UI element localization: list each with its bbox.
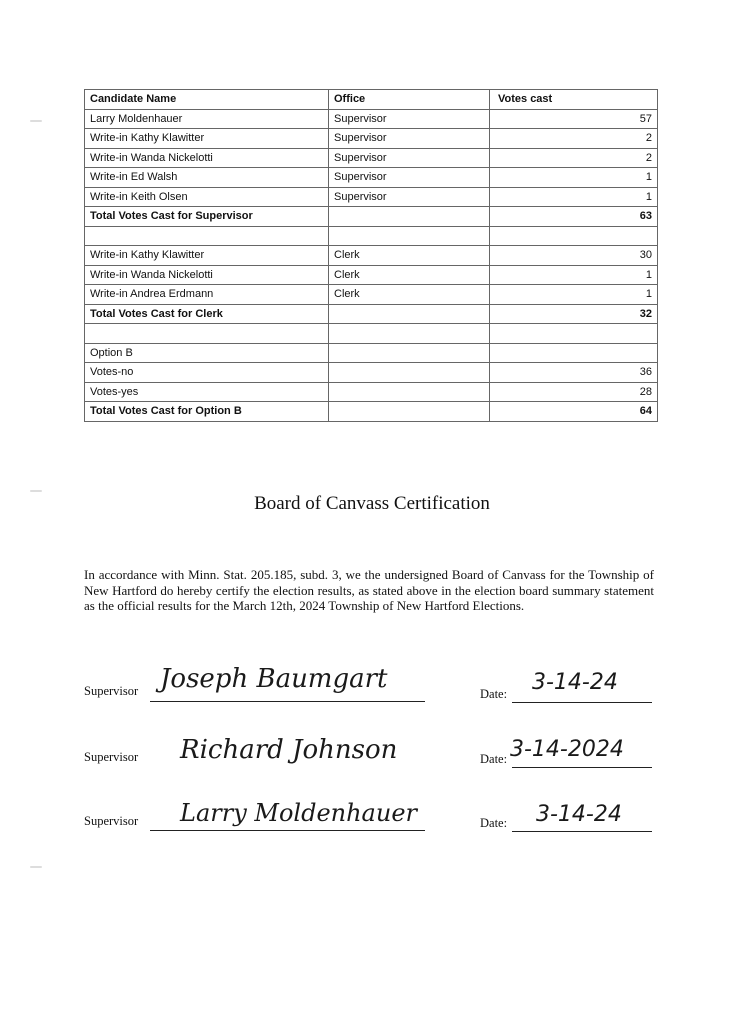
cell-votes: 32 xyxy=(490,304,658,324)
cell-office xyxy=(329,226,490,246)
cell-votes: 2 xyxy=(490,129,658,149)
signature-label: Supervisor xyxy=(84,684,139,698)
column-header-office: Office xyxy=(329,90,490,110)
margin-mark xyxy=(30,490,42,492)
cell-votes xyxy=(490,343,658,363)
cell-candidate: Write-in Andrea Erdmann xyxy=(85,285,329,305)
cell-office: Supervisor xyxy=(329,109,490,129)
cell-office xyxy=(329,304,490,324)
date-label: Date: xyxy=(480,752,508,766)
date-label: Date: xyxy=(480,816,508,830)
cell-votes: 1 xyxy=(490,168,658,188)
date-line xyxy=(512,702,652,703)
cell-office xyxy=(329,402,490,422)
table-row xyxy=(85,343,658,363)
cell-candidate: Write-in Keith Olsen xyxy=(85,187,329,207)
table-body xyxy=(85,109,658,421)
table-row xyxy=(85,382,658,402)
column-header-votes: Votes cast xyxy=(490,90,658,110)
cell-votes: 64 xyxy=(490,402,658,422)
cell-office: Supervisor xyxy=(329,129,490,149)
table-row xyxy=(85,187,658,207)
handwritten-date: 3-14-2024 xyxy=(510,737,624,762)
handwritten-signature: Joseph Baumgart xyxy=(160,664,388,694)
cell-votes: 63 xyxy=(490,207,658,227)
table-row xyxy=(85,168,658,188)
cell-votes xyxy=(490,226,658,246)
cell-office xyxy=(329,207,490,227)
table-row xyxy=(85,363,658,383)
cell-candidate xyxy=(85,226,329,246)
cell-office: Supervisor xyxy=(329,148,490,168)
column-header-candidate: Candidate Name xyxy=(85,90,329,110)
cell-candidate: Write-in Ed Walsh xyxy=(85,168,329,188)
table-total-row xyxy=(85,207,658,227)
margin-mark xyxy=(30,866,42,868)
table-row xyxy=(85,148,658,168)
cell-votes: 1 xyxy=(490,285,658,305)
cell-office xyxy=(329,324,490,344)
certification-title: Board of Canvass Certification xyxy=(254,493,490,514)
signature-line xyxy=(150,830,425,831)
cell-votes: 36 xyxy=(490,363,658,383)
table-header-row xyxy=(85,90,658,110)
cell-office xyxy=(329,343,490,363)
table-row xyxy=(85,265,658,285)
signature-label: Supervisor xyxy=(84,750,139,764)
table-row xyxy=(85,226,658,246)
table-row xyxy=(85,285,658,305)
cell-candidate: Option B xyxy=(85,343,329,363)
cell-candidate: Votes-no xyxy=(85,363,329,383)
cell-candidate: Write-in Wanda Nickelotti xyxy=(85,148,329,168)
cell-votes: 30 xyxy=(490,246,658,266)
cell-office: Supervisor xyxy=(329,168,490,188)
cell-office xyxy=(329,363,490,383)
cell-votes xyxy=(490,324,658,344)
handwritten-signature: Richard Johnson xyxy=(180,735,398,765)
table-row xyxy=(85,246,658,266)
handwritten-date: 3-14-24 xyxy=(532,670,618,695)
date-label: Date: xyxy=(480,687,508,701)
cell-votes: 1 xyxy=(490,265,658,285)
cell-office: Clerk xyxy=(329,246,490,266)
table-row xyxy=(85,109,658,129)
date-line xyxy=(512,831,652,832)
cell-office: Clerk xyxy=(329,285,490,305)
table-total-row xyxy=(85,304,658,324)
table-total-row xyxy=(85,402,658,422)
cell-candidate: Total Votes Cast for Clerk xyxy=(85,304,329,324)
cell-candidate: Votes-yes xyxy=(85,382,329,402)
table-row xyxy=(85,324,658,344)
handwritten-date: 3-14-24 xyxy=(536,802,622,827)
cell-candidate xyxy=(85,324,329,344)
margin-mark xyxy=(30,120,42,122)
certification-paragraph: In accordance with Minn. Stat. 205.185, subd. 3, we the undersigned Board of Canvass for the Township of New Hartford do hereby certify the election results, as stated above in the election board summary statement as the official results for the March 12th, 2024 Township of New Hartford Elections. xyxy=(84,567,654,613)
cell-office: Clerk xyxy=(329,265,490,285)
cell-votes: 2 xyxy=(490,148,658,168)
handwritten-signature: Larry Moldenhauer xyxy=(180,799,417,827)
cell-office xyxy=(329,382,490,402)
cell-candidate: Write-in Wanda Nickelotti xyxy=(85,265,329,285)
cell-candidate: Write-in Kathy Klawitter xyxy=(85,129,329,149)
cell-candidate: Total Votes Cast for Supervisor xyxy=(85,207,329,227)
cell-votes: 28 xyxy=(490,382,658,402)
signature-line xyxy=(150,701,425,702)
cell-candidate: Total Votes Cast for Option B xyxy=(85,402,329,422)
cell-office: Supervisor xyxy=(329,187,490,207)
date-line xyxy=(512,767,652,768)
cell-votes: 1 xyxy=(490,187,658,207)
election-results-table xyxy=(84,89,658,422)
cell-candidate: Larry Moldenhauer xyxy=(85,109,329,129)
cell-votes: 57 xyxy=(490,109,658,129)
signature-label: Supervisor xyxy=(84,814,139,828)
cell-candidate: Write-in Kathy Klawitter xyxy=(85,246,329,266)
table-row xyxy=(85,129,658,149)
